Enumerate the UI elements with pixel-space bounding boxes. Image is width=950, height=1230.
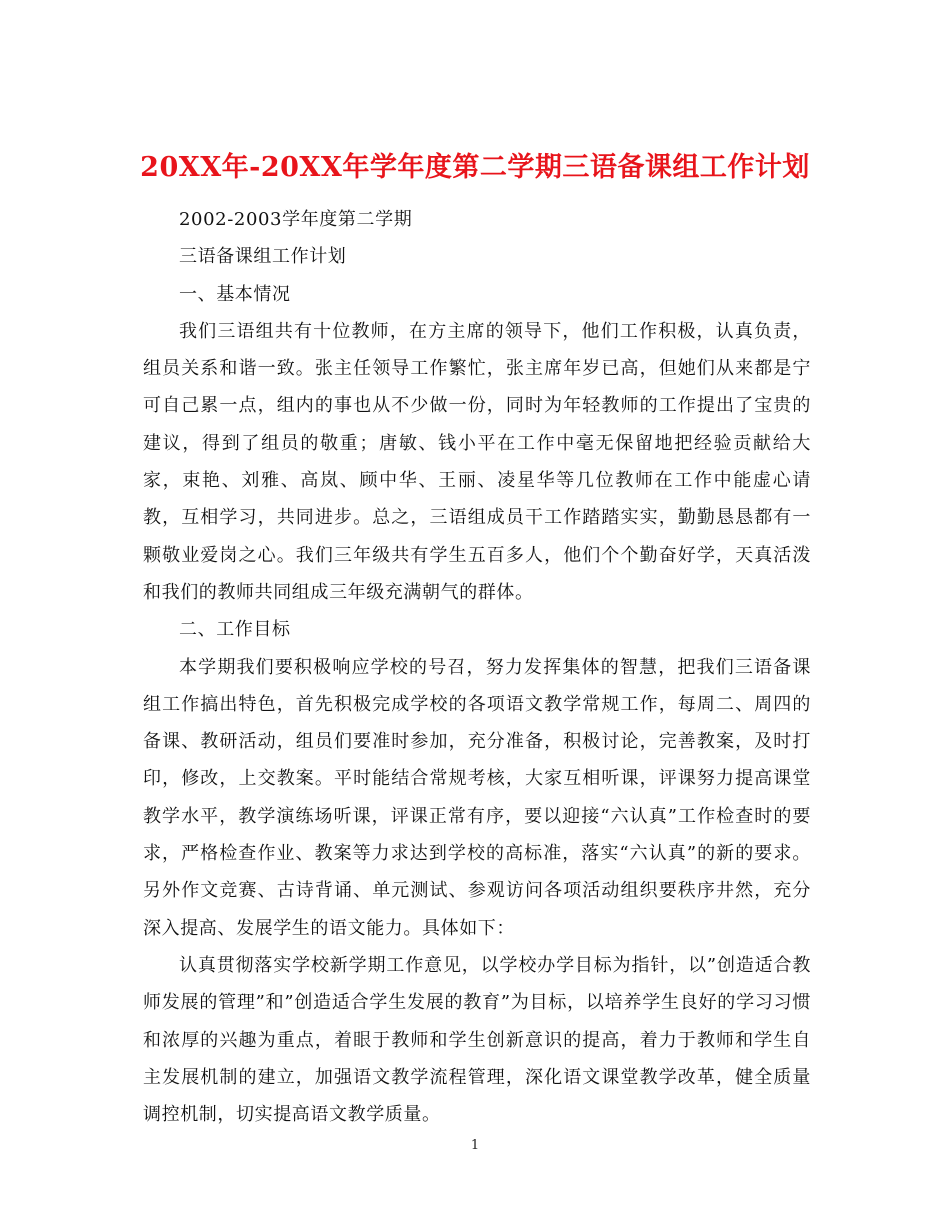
section-heading-basic-situation: 一、基本情况 [179,283,291,305]
paragraph-work-goals: 本学期我们要积极响应学校的号召，努力发挥集体的智慧，把我们三语备课组工作搞出特色，首先积极完成学校的各项语文教学常规工作，每周二、周四的备课、教研活动，组员们要准时参加，充分准备，积极讨论，完善教案，及时打印，修改，上交教案。平时能结合常规考核，大家互相听课，评课努力提高课堂教学水平，教学演练场听课，评课正常有序，要以迎接“六认真”工作检查时的要求，严格检查作业、教案等力求达到学校的高标准，落实“六认真”的新的要求。另外作文竞赛、古诗背诵、单元测试、参观访问各项活动组织要秩序井然，充分深入提高、发展学生的语文能力。具体如下： [143,656,811,939]
paragraph-term: 2002-2003学年度第二学期 [179,209,413,230]
document-title: 20XX年-20XX年学年度第二学期三语备课组工作计划 [140,152,810,184]
page-number: 1 [470,1138,480,1153]
section-heading-work-goals: 二、工作目标 [179,619,291,641]
paragraph-guiding-principles: 认真贯彻落实学校新学期工作意见，以学校办学目标为指针，以”创造适合教师发展的管理”和”创造适合学生发展的教育”为目标，以培养学生良好的学习习惯和浓厚的兴趣为重点，着眼于教师和学生创新意识的提高，着力于教师和学生自主发展机制的建立，加强语文教学流程管理，深化语文课堂教学改革，健全质量调控机制，切实提高语文教学质量。 [143,954,811,1126]
paragraph-subtitle: 三语备课组工作计划 [179,246,347,268]
paragraph-basic-situation: 我们三语组共有十位教师，在方主席的领导下，他们工作积极，认真负责，组员关系和谐一致。张主任领导工作繁忙，张主席年岁已高，但她们从来都是宁可自己累一点，组内的事也从不少做一份，同时为年轻教师的工作提出了宝贵的建议，得到了组员的敬重；唐敏、钱小平在工作中毫无保留地把经验贡献给大家，束艳、刘雅、高岚、顾中华、王丽、凌星华等几位教师在工作中能虚心请教，互相学习，共同进步。总之，三语组成员干工作踏踏实实，勤勤恳恳都有一颗敬业爱岗之心。我们三年级共有学生五百多人，他们个个勤奋好学，天真活泼和我们的教师共同组成三年级充满朝气的群体。 [143,320,811,603]
document-body [143,201,811,1133]
